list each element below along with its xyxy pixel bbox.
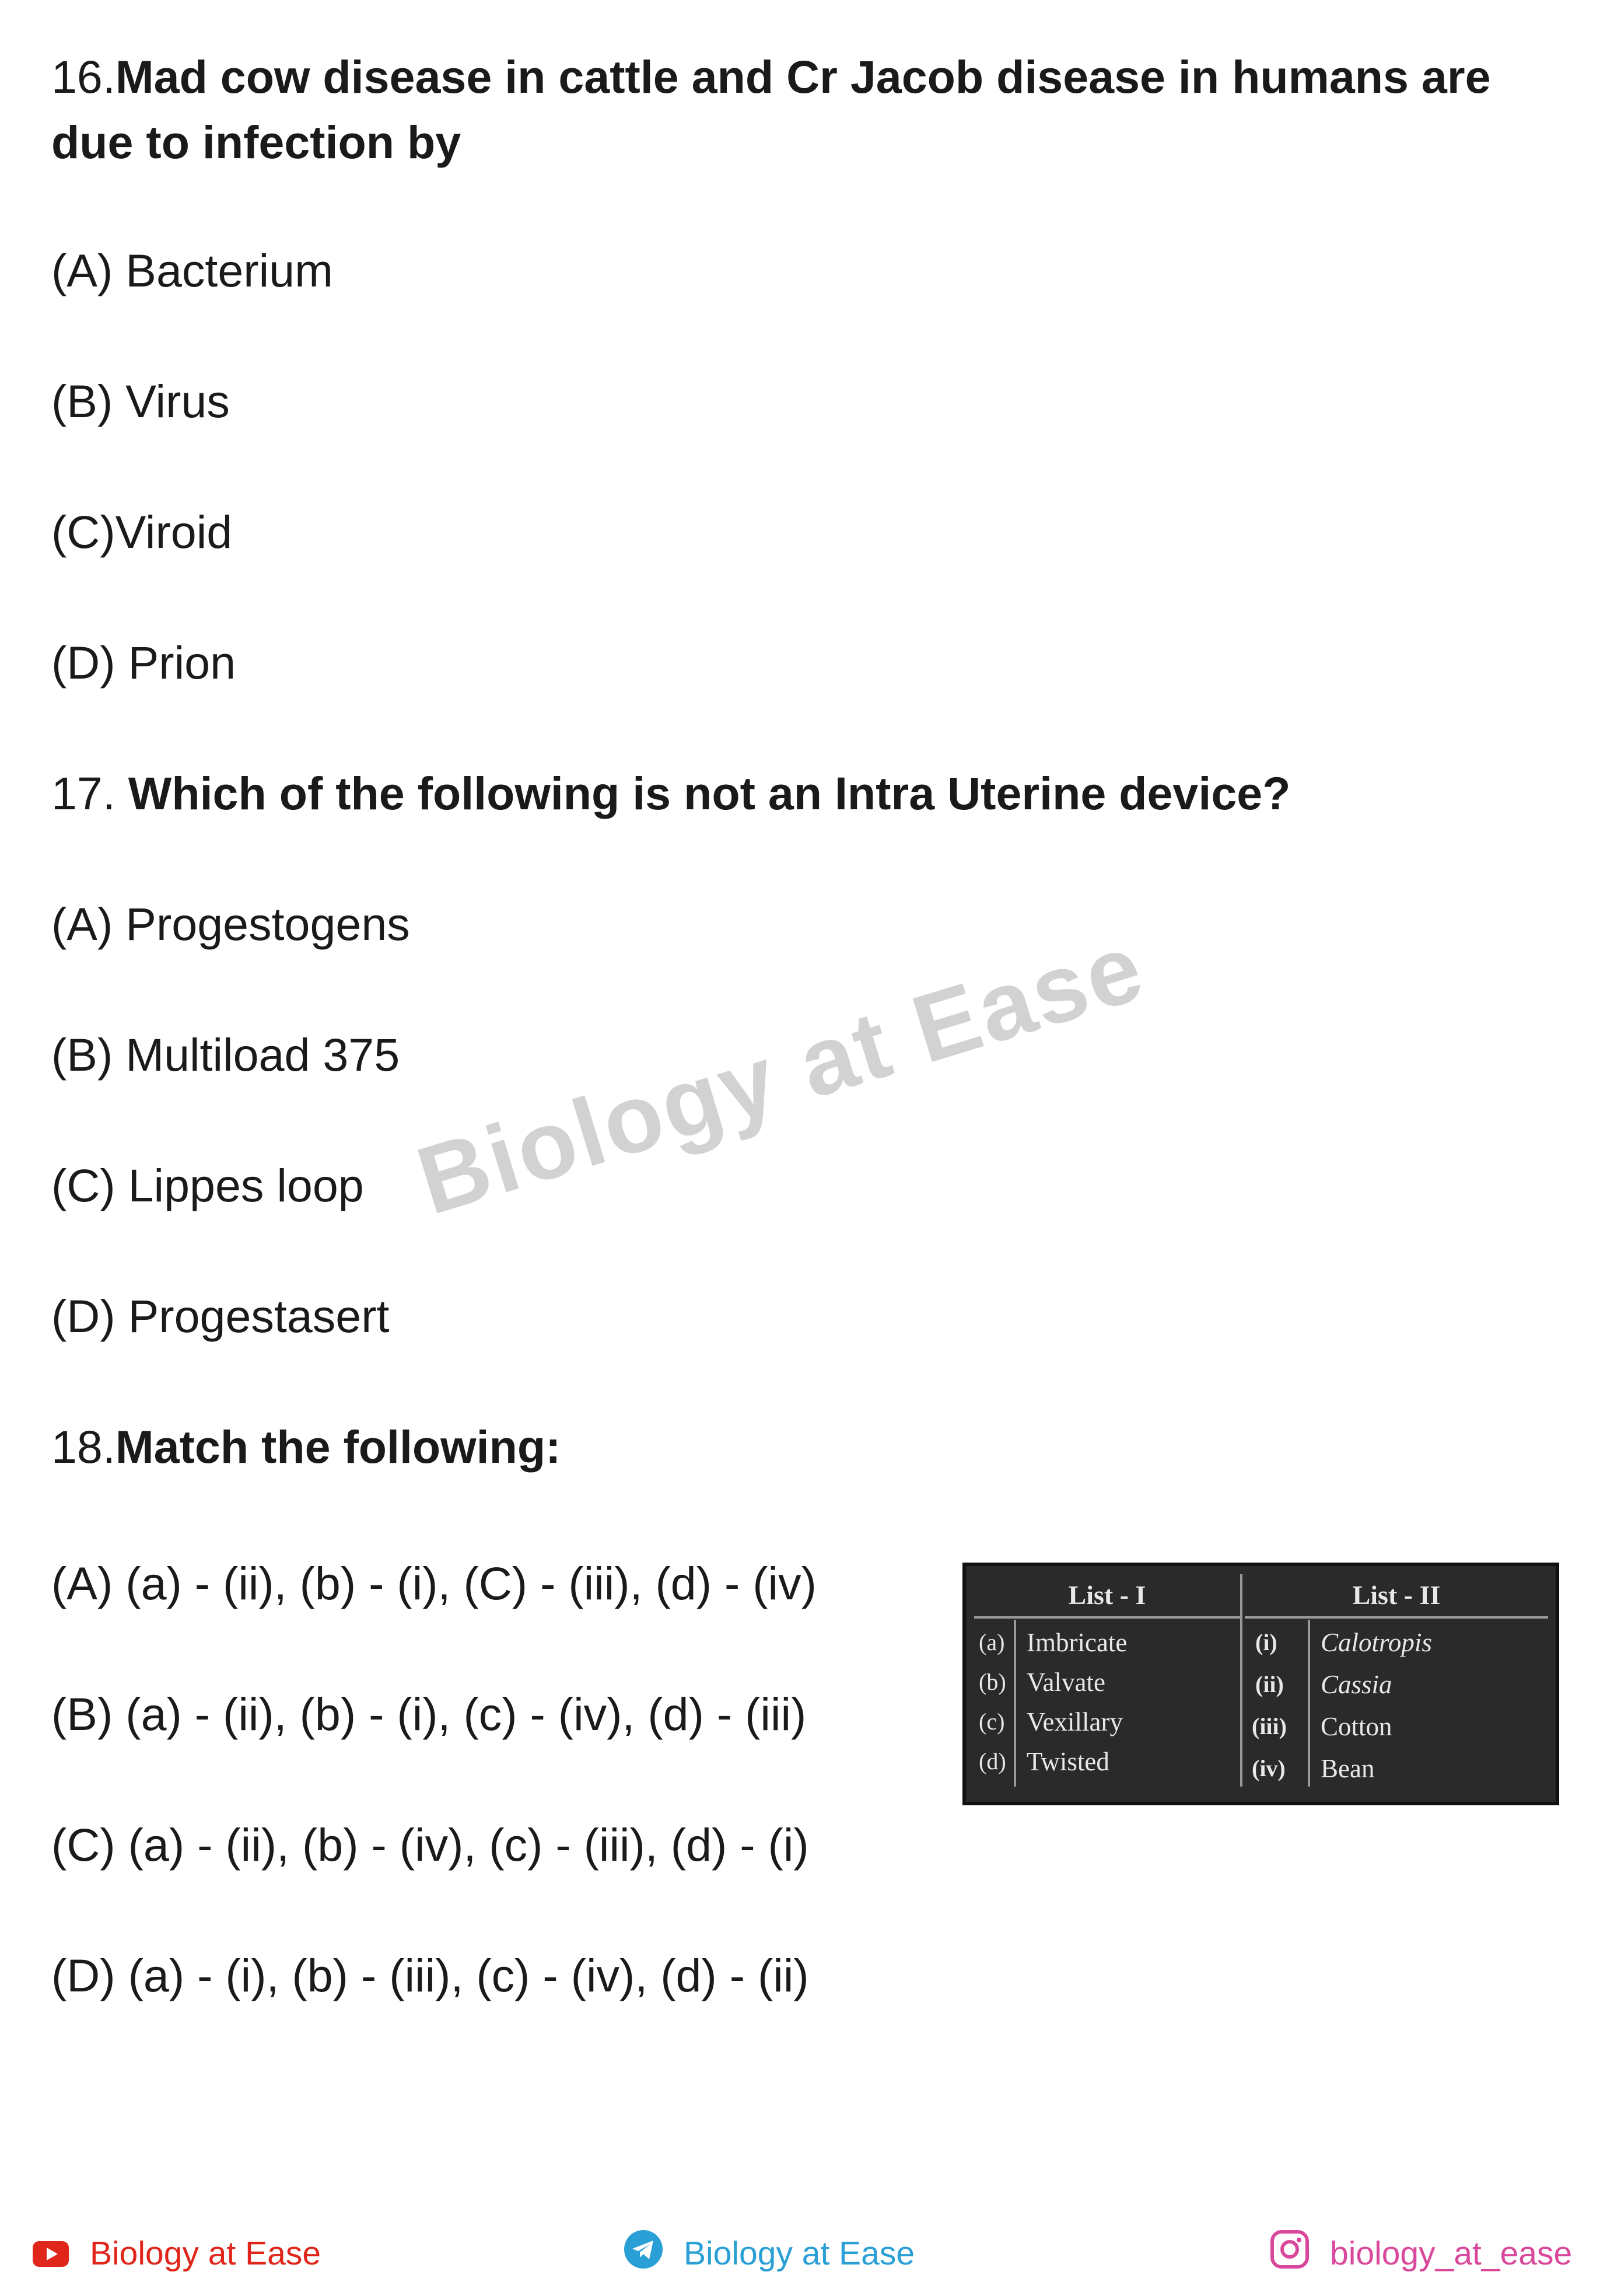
list-2-label: (ii): [1255, 1671, 1284, 1697]
footer-youtube-label: Biology at Ease: [90, 2235, 321, 2272]
label-divider-1: [1014, 1620, 1016, 1787]
question-16: [51, 44, 1580, 175]
list-1-item: Imbricate: [1027, 1628, 1128, 1657]
footer-youtube[interactable]: [33, 2230, 321, 2279]
footer-instagram[interactable]: [1270, 2230, 1572, 2281]
list-1-item: Twisted: [1027, 1747, 1109, 1776]
q16-option-c: (C)Viroid: [51, 506, 233, 558]
question-text: Mad cow disease in cattle and Cr Jacob disease in humans are due to infection by: [51, 51, 1491, 168]
q17-option-a: (A) Progestogens: [51, 898, 410, 950]
question-18: [51, 1414, 561, 1480]
question-number: 17.: [51, 767, 128, 819]
q17-option-b: (B) Multiload 375: [51, 1029, 400, 1081]
list-2-item: Bean: [1321, 1754, 1375, 1783]
footer-telegram-label: Biology at Ease: [684, 2235, 915, 2272]
q17-option-d: (D) Progestasert: [51, 1290, 390, 1342]
question-text: Match the following:: [115, 1421, 561, 1473]
list-1-label: (c): [979, 1708, 1005, 1735]
telegram-icon: [624, 2230, 663, 2281]
q16-option-d: (D) Prion: [51, 637, 236, 689]
list-2-label: (i): [1255, 1629, 1277, 1655]
label-divider-2: [1308, 1620, 1310, 1787]
column-divider: [1240, 1574, 1242, 1787]
watermark: Biology at Ease: [405, 912, 1156, 1235]
footer-instagram-label: biology_at_ease: [1330, 2235, 1573, 2272]
instagram-icon: [1270, 2230, 1309, 2281]
question-number: 18.: [51, 1421, 115, 1473]
list-1-item: Vexillary: [1027, 1707, 1123, 1736]
q18-option-c: (C) (a) - (ii), (b) - (iv), (c) - (iii), (d) - (i): [51, 1819, 809, 1871]
q16-option-b: (B) Virus: [51, 375, 230, 427]
list-2-item: Cotton: [1321, 1712, 1392, 1741]
list-1-label: (a): [979, 1629, 1005, 1655]
q18-option-b: (B) (a) - (ii), (b) - (i), (c) - (iv), (d) - (iii): [51, 1688, 807, 1740]
youtube-icon: [33, 2232, 69, 2279]
list-2-item: Cassia: [1321, 1670, 1392, 1699]
list-2-label: (iii): [1252, 1713, 1287, 1739]
list-2-item: Calotropis: [1321, 1628, 1432, 1657]
question-text: Which of the following is not an Intra Uterine device?: [128, 767, 1291, 819]
q18-option-d: (D) (a) - (i), (b) - (iii), (c) - (iv), (d) - (ii): [51, 1949, 809, 2001]
footer-telegram[interactable]: [624, 2230, 915, 2281]
list-1-label: (b): [979, 1669, 1006, 1695]
q16-option-a: (A) Bacterium: [51, 244, 333, 296]
q18-option-a: (A) (a) - (ii), (b) - (i), (C) - (iii), (d) - (iv): [51, 1557, 817, 1609]
question-number: 16.: [51, 51, 115, 103]
list-1-header: List - I: [974, 1574, 1240, 1619]
question-17: [51, 761, 1290, 826]
list-2-label: (iv): [1252, 1755, 1286, 1781]
q17-option-c: (C) Lippes loop: [51, 1159, 364, 1211]
list-1-label: (d): [979, 1748, 1006, 1774]
match-table: [962, 1563, 1559, 1805]
list-2-header: List - II: [1245, 1574, 1548, 1619]
list-1-item: Valvate: [1027, 1668, 1105, 1697]
